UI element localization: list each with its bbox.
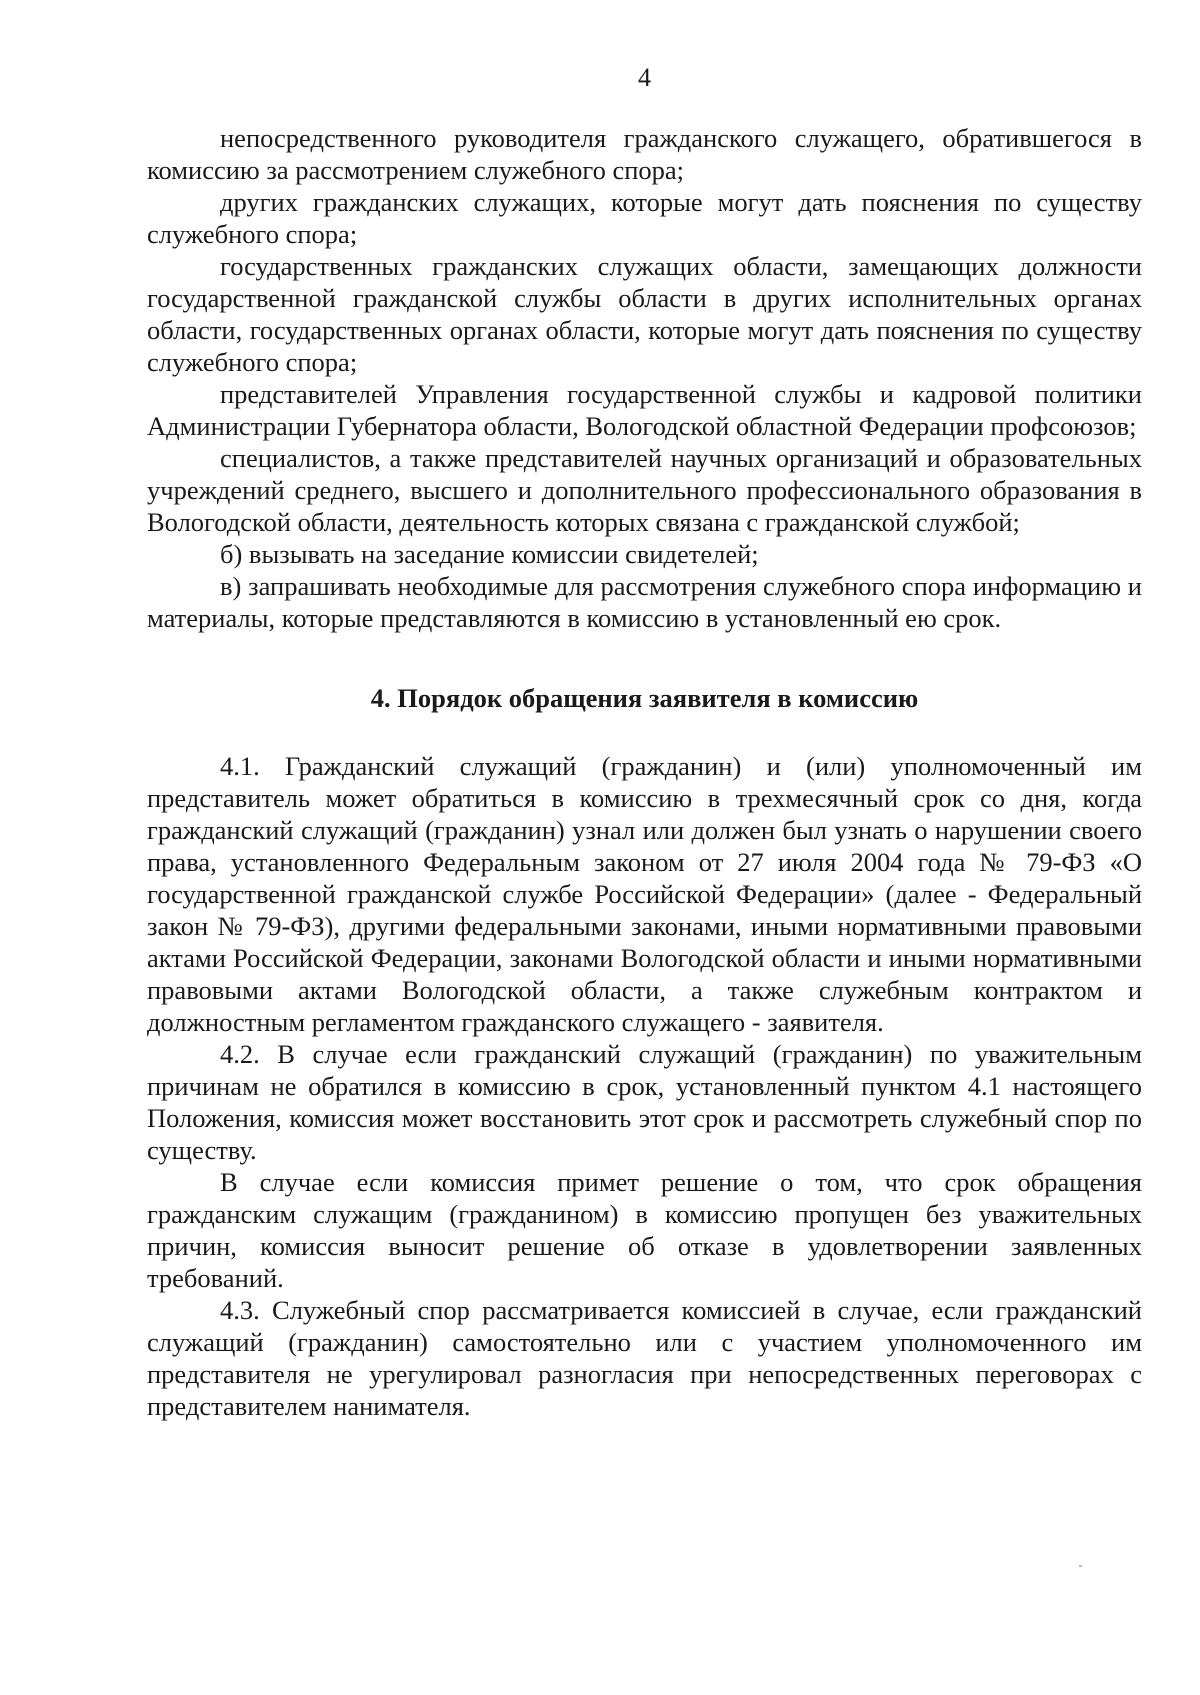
scan-speck <box>1079 1565 1082 1567</box>
section-heading: 4. Порядок обращения заявителя в комиссию <box>370 683 919 713</box>
paragraph: 4.3. Служебный спор рассматривается комиссией в случае, если гражданский служащий (гражданин) самостоятельно или с участием уполномоченного им представителя не урегулировал разногласия при непосредственных переговорах с представителем нанимателя. <box>147 1295 1142 1421</box>
paragraph: в) запрашивать необходимые для рассмотрения служебного спора информацию и материалы, которые представляются в комиссию в установленный ею срок. <box>147 571 1142 633</box>
paragraph: В случае если комиссия примет решение о том, что срок обращения гражданским служащим (гражданином) в комиссию пропущен без уважительных причин, комиссия выносит решение об отказе в удовлетворении заявленных требований. <box>147 1167 1142 1293</box>
paragraph: государственных гражданских служащих области, замещающих должности государственной гражданской службы области в других исполнительных органах области, государственных органах области, которые могут дать пояснения по существу служебного спора; <box>147 251 1142 377</box>
paragraph: 4.2. В случае если гражданский служащий (гражданин) по уважительным причинам не обратился в комиссию в срок, установленный пунктом 4.1 настоящего Положения, комиссия может восстановить этот срок и рассмотреть служебный спор по существу. <box>147 1039 1142 1165</box>
paragraph: 4.1. Гражданский служащий (гражданин) и (или) уполномоченный им представитель может обратиться в комиссию в трехмесячный срок со дня, когда гражданский служащий (гражданин) узнал или должен был узнать о нарушении своего права, установленного Федеральным законом от 27 июля 2004 года № 79-ФЗ «О государственной гражданской службе Российской Федерации» (далее - Федеральный закон № 79-ФЗ), другими федеральными законами, иными нормативными правовыми актами Российской Федерации, законами Вологодской области и иными нормативными правовыми актами Вологодской области, а также служебным контрактом и должностным регламентом гражданского служащего - заявителя. <box>147 751 1142 1037</box>
paragraph: б) вызывать на заседание комиссии свидетелей; <box>220 539 759 569</box>
paragraphs-before-section <box>147 122 1142 634</box>
paragraphs-after-section <box>147 750 1142 1422</box>
paragraph: специалистов, а также представителей научных организаций и образовательных учреждений среднего, высшего и дополнительного профессионального образования в Вологодской области, деятельность которых связана с гражданской службой; <box>147 443 1142 537</box>
page-number: 4 <box>638 63 651 92</box>
paragraph: непосредственного руководителя гражданского служащего, обратившегося в комиссию за рассмотрением служебного спора; <box>147 123 1142 185</box>
paragraph: представителей Управления государственной службы и кадровой политики Администрации Губернатора области, Вологодской областной Федерации профсоюзов; <box>147 379 1142 441</box>
paragraph: других гражданских служащих, которые могут дать пояснения по существу служебного спора; <box>147 187 1142 249</box>
